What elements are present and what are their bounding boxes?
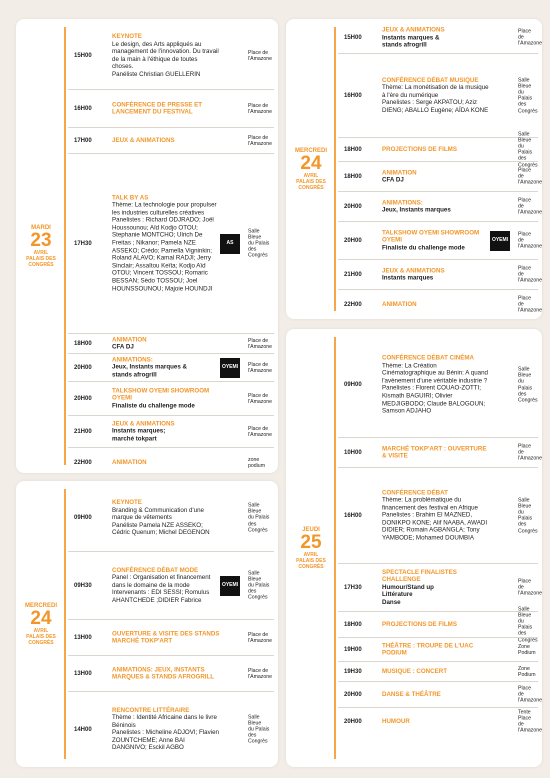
event-body — [382, 77, 490, 115]
event-time: 20H00 — [344, 718, 362, 725]
event-place: Place de l'Amazone — [518, 167, 542, 186]
event-body — [382, 621, 490, 629]
event-title: JEUX & ANIMATIONS — [112, 420, 175, 428]
event-body — [112, 33, 220, 79]
event-place: Place de l'Amazone — [248, 134, 273, 147]
day-location: PALAIS DES CONGRÈS — [26, 633, 56, 646]
event-place: Zone Podium — [518, 643, 536, 656]
event-place: Salle Bleue du Palais des Congrès — [518, 605, 538, 643]
event-description: Thème: La problématique du financement des festival en Afrique Panelistes : Brahim El MAZNED, DONIKPO KONE; Alif NAABA, AWADI DIDIER; Romain AGBANGLA; Tony YAMBODE; Mohamed DOUMBIA — [382, 496, 488, 542]
event-body — [112, 137, 220, 145]
event-row — [68, 153, 274, 333]
event-time: 20H00 — [344, 691, 362, 698]
event-time: 17H30 — [344, 584, 362, 591]
day-location: PALAIS DES CONGRÈS — [296, 557, 326, 570]
event-description: Jeux, Instants marques — [382, 206, 451, 214]
event-place: Salle Bleue du Palais des Congrès — [518, 130, 538, 168]
event-title: KEYNOTE — [112, 499, 142, 507]
event-row — [68, 127, 274, 153]
event-row — [338, 661, 538, 681]
event-row — [68, 415, 274, 447]
event-time: 09H00 — [74, 515, 92, 521]
event-title: JEUX & ANIMATIONS — [112, 136, 175, 144]
event-place: Place de l'Amazone — [518, 295, 542, 314]
event-description: Thème : Identité Africaine dans le livre Béninois Panelistes : Micheline ADJOVI; Flavien ZOUNTCHEME; Anne BAI DANGNIVO; Esckil AGBO — [112, 714, 219, 752]
event-description: Le design, des Arts appliqués au management de l'innovation. Du travail de la main à l'éthique de toutes choses. Panéliste Christian GUELLERIN — [112, 40, 219, 79]
event-title: CONFÉRENCE DÉBAT MODE — [112, 566, 199, 574]
event-time: 16H00 — [74, 105, 92, 112]
event-title: SPECTACLE FINALISTES CHALLENGE — [382, 568, 457, 584]
event-row — [68, 381, 274, 415]
event-time: 13H00 — [74, 670, 92, 677]
event-title: PROJECTIONS DE FILMS — [382, 620, 457, 628]
event-title: ANIMATIONS: — [382, 198, 423, 206]
event-title: ANIMATIONS: JEUX, INSTANTS MARQUES & STANDS AFROGRILL — [112, 665, 215, 681]
event-row — [338, 289, 542, 319]
event-description: Finaliste du challenge mode — [382, 244, 465, 252]
schedule-card-wed24-evening — [286, 19, 542, 319]
event-row — [338, 437, 542, 467]
event-time: 18H00 — [74, 340, 92, 347]
event-description: Instants marques; marché tokpart — [112, 427, 166, 443]
event-place: Place de l'Amazone — [518, 265, 542, 284]
event-body — [382, 668, 490, 676]
event-title: MUSIQUE : CONCERT — [382, 667, 447, 675]
event-title: ANIMATION — [112, 458, 147, 466]
event-body — [112, 420, 220, 443]
event-time: 20H00 — [74, 395, 92, 402]
event-place: Salle Bleue du Palais des Congrès — [518, 76, 538, 114]
event-description: Jeux, Instants marques & stands afrogrill — [112, 363, 187, 379]
event-row — [338, 23, 542, 53]
event-title: OUVERTURE & VISITE DES STANDS MARCHÉ TOKP'ART — [112, 629, 220, 645]
event-time: 13H00 — [74, 634, 92, 641]
event-title: MARCHÉ TOKP'ART : OUVERTURE & VISITE — [382, 444, 487, 460]
event-title: HUMOUR — [382, 717, 410, 725]
event-body — [382, 569, 490, 607]
event-row — [68, 333, 274, 353]
sponsor-logo-icon: OYEMI — [220, 358, 240, 378]
schedule-card-thu25 — [286, 329, 542, 767]
event-time: 16H00 — [344, 512, 362, 519]
event-place: Place de l'Amazone — [248, 361, 273, 374]
event-time: 17H30 — [74, 240, 92, 247]
event-time: 09H00 — [344, 382, 362, 388]
event-title: CONFÉRENCE DÉBAT — [382, 488, 448, 496]
day-location: PALAIS DES CONGRÈS — [296, 178, 326, 191]
event-row — [338, 681, 542, 707]
event-description: Thème: La Création Cinématographique au Bénin: A quand l'avènement d'une véritable industrie ? Panelistes : Florent COUAO-ZOTTI; Kismath BAGUIRI; Olivier MEDJIGBODO; Claude BALOGOUN; Samson ADJAHO — [382, 362, 488, 415]
event-time: 22H00 — [74, 459, 92, 466]
event-time: 16H00 — [344, 92, 362, 99]
sponsor-logo-icon: AS — [220, 234, 240, 254]
event-place: Salle Bleue du Palais des Congrès — [248, 569, 270, 601]
event-body — [112, 194, 220, 293]
event-place: Place de l'Amazone — [248, 337, 273, 350]
event-time: 21H00 — [344, 271, 362, 278]
day-column-thu25 — [286, 329, 336, 767]
event-time: 22H00 — [344, 301, 362, 308]
event-row — [68, 353, 274, 381]
event-body — [382, 301, 490, 309]
event-place: Place de l'Amazone — [518, 443, 542, 462]
event-title: ANIMATION — [382, 168, 417, 176]
sponsor-logo-icon: OYEMI — [490, 231, 510, 251]
event-time: 17H00 — [74, 137, 92, 144]
event-place: Salle Bleue du Palais des Congrès — [248, 713, 270, 745]
event-time: 20H00 — [74, 364, 92, 371]
event-time: 15H00 — [344, 35, 362, 41]
event-body — [382, 146, 490, 154]
event-title: ANIMATIONS: — [112, 356, 153, 364]
event-time: 15H00 — [74, 53, 92, 59]
event-place: Place de l'Amazone — [248, 49, 273, 62]
event-place: Place de l'Amazone — [518, 685, 542, 704]
event-description: Instants marques — [382, 274, 434, 282]
event-place: Place de l'Amazone — [248, 392, 273, 405]
day-location: PALAIS DES CONGRÈS — [26, 255, 56, 268]
event-time: 18H00 — [344, 173, 362, 180]
event-body — [112, 101, 220, 116]
day-number: 25 — [300, 531, 322, 553]
event-time: 14H00 — [74, 726, 92, 733]
event-description: Thème: La monétisation de la musique à l'ère du numérique Panelistes : Serge AKPATOU; Aziz DIENG; ABALLO Eugène; AÏDA KONE — [382, 84, 489, 114]
event-description: Finaliste du challenge mode — [112, 402, 195, 410]
event-description: Panel : Organisation et financement dans le domaine de la mode Intervenants : EDI SESSI; Romulus AHANTCHEDE ;DIDIER Fabrice — [112, 574, 211, 604]
event-place: Zone Podium — [518, 665, 536, 678]
event-body — [382, 691, 490, 699]
event-place: Place de l'Amazone — [518, 197, 542, 216]
event-row — [338, 563, 542, 611]
event-title: THÉÂTRE : TROUPE DE L'UAC PODIUM — [382, 641, 474, 657]
event-body — [112, 356, 220, 379]
event-title: TALKSHOW OYEMI SHOWROOM OYEMI — [382, 229, 480, 244]
event-row — [338, 191, 542, 221]
event-body — [112, 567, 220, 605]
event-body — [382, 489, 490, 542]
day-name: MERCREDI — [294, 147, 327, 154]
event-row — [68, 691, 274, 767]
event-body — [382, 27, 490, 50]
event-row — [338, 605, 538, 643]
day-number: 24 — [30, 607, 52, 629]
event-place: Salle Bleue du Palais des Congrès — [248, 227, 270, 259]
day-column-wed24-evening — [286, 19, 336, 319]
event-place: Place de l'Amazone — [248, 631, 273, 644]
event-time: 21H00 — [74, 428, 92, 435]
day-name: MARDI — [31, 224, 51, 231]
event-body — [382, 642, 490, 657]
event-place: zone podium — [248, 456, 266, 469]
event-description: CFA DJ — [112, 343, 134, 351]
event-row — [338, 467, 538, 563]
event-place: Place de l'Amazone — [518, 578, 542, 597]
event-time: 20H00 — [344, 203, 362, 210]
event-row — [68, 655, 274, 691]
event-place: Salle Bleue du Palais des Congrès — [518, 496, 538, 534]
day-month: AVRIL — [33, 627, 49, 634]
event-title: ANIMATION — [112, 335, 147, 343]
event-time: 18H00 — [344, 621, 362, 628]
event-body — [382, 229, 490, 252]
day-name: JEUDI — [302, 526, 320, 533]
event-body — [382, 169, 490, 184]
event-body — [112, 707, 220, 753]
event-place: Salle Bleue du Palais des Congrès — [518, 366, 538, 404]
event-body — [382, 718, 490, 726]
event-place: Salle Bleue du Palais des Congrès — [248, 502, 270, 534]
day-month: AVRIL — [303, 551, 319, 558]
event-time: 19H30 — [344, 668, 362, 675]
event-row — [338, 259, 542, 289]
event-title: ANIMATION — [382, 300, 417, 308]
event-description: Humour/Stand up Littérature Danse — [382, 583, 434, 606]
event-row — [338, 161, 542, 191]
event-row — [68, 23, 274, 89]
event-body — [112, 336, 220, 351]
event-place: Place de l'Amazone — [518, 231, 542, 250]
day-number: 24 — [300, 152, 322, 174]
day-month: AVRIL — [33, 249, 49, 256]
event-title: TALKSHOW OYEMI SHOWROOM OYEMI — [112, 387, 210, 402]
event-row — [68, 485, 274, 551]
event-body — [382, 355, 490, 416]
event-body — [112, 666, 220, 681]
event-title: DANSE & THÉÂTRE — [382, 690, 441, 698]
event-row — [338, 221, 542, 259]
event-title: TALK BY AS — [112, 194, 149, 202]
event-row — [338, 707, 542, 735]
day-name: MERCREDI — [24, 602, 57, 609]
event-title: CONFÉRENCE DE PRESSE ET LANCEMENT DU FESTIVAL — [112, 100, 203, 116]
event-place: Place de l'Amazone — [518, 28, 542, 48]
event-body — [112, 459, 220, 467]
event-time: 09H30 — [74, 582, 92, 589]
event-body — [382, 199, 490, 214]
event-title: JEUX & ANIMATIONS — [382, 26, 445, 34]
event-place: Tente Place de l'Amazone — [518, 709, 542, 734]
event-body — [112, 499, 220, 537]
event-title: CONFÉRENCE DÉBAT MUSIQUE — [382, 76, 479, 84]
event-row — [68, 551, 274, 619]
event-row — [68, 89, 274, 127]
event-row — [338, 333, 538, 437]
event-body — [112, 387, 220, 410]
event-place: Place de l'Amazone — [248, 425, 273, 438]
event-row — [338, 53, 538, 137]
event-description: CFA DJ — [382, 176, 404, 184]
day-column-tue23 — [16, 19, 66, 473]
day-column-wed24-day — [16, 481, 66, 767]
event-description: Instants marques & stands afrogrill — [382, 34, 440, 49]
event-title: RENCONTRE LITTÉRAIRE — [112, 706, 190, 714]
event-title: PROJECTIONS DE FILMS — [382, 145, 457, 153]
event-time: 10H00 — [344, 449, 362, 456]
event-description: Thème: La technologie pour propulser les industries culturelles créatives Panelistes : Richard ODJRADO; Joël Houssounou; Aïd Kodjo OTOU; Stephanie MONTCHO; Ulrich De Freitas ; Nikanor; Pamela NZE ASSEKO; Crédo; Pamella Vigninkin; Roland ALAVO; Kamal RADJI; Jerry Sinclair; Assaïtou Keïta; Kodjo Aïd OTOU; Vincent TOSSOU; Romaric BESSAN; Sèdo TOSSOU; Joel HOUNSSOUNOU; Majoie HOUNDJI — [112, 201, 217, 293]
event-time: 18H00 — [344, 146, 362, 153]
event-row — [68, 447, 274, 473]
event-time: 20H00 — [344, 237, 362, 244]
schedule-card-wed24-day — [16, 481, 278, 767]
event-body — [382, 445, 490, 460]
day-number: 23 — [30, 229, 52, 251]
event-title: CONFÉRENCE DÉBAT CINÉMA — [382, 354, 475, 362]
schedule-card-tue23 — [16, 19, 278, 473]
event-row — [338, 130, 538, 168]
event-time: 19H00 — [344, 646, 362, 653]
event-description: Branding & Communication d'une marque de vêtements Panéliste Pamela NZE ASSEKO; Cédric Quenum; Michel DEGENON — [112, 506, 210, 537]
event-title: JEUX & ANIMATIONS — [382, 266, 445, 274]
event-place: Place de l'Amazone — [248, 667, 273, 680]
event-body — [382, 267, 490, 282]
day-month: AVRIL — [303, 172, 319, 179]
event-row — [68, 619, 274, 655]
sponsor-logo-icon: OYEMI — [220, 576, 240, 596]
event-title: KEYNOTE — [112, 33, 142, 41]
event-row — [338, 637, 538, 661]
event-body — [112, 630, 220, 645]
event-place: Place de l'Amazone — [248, 102, 273, 115]
